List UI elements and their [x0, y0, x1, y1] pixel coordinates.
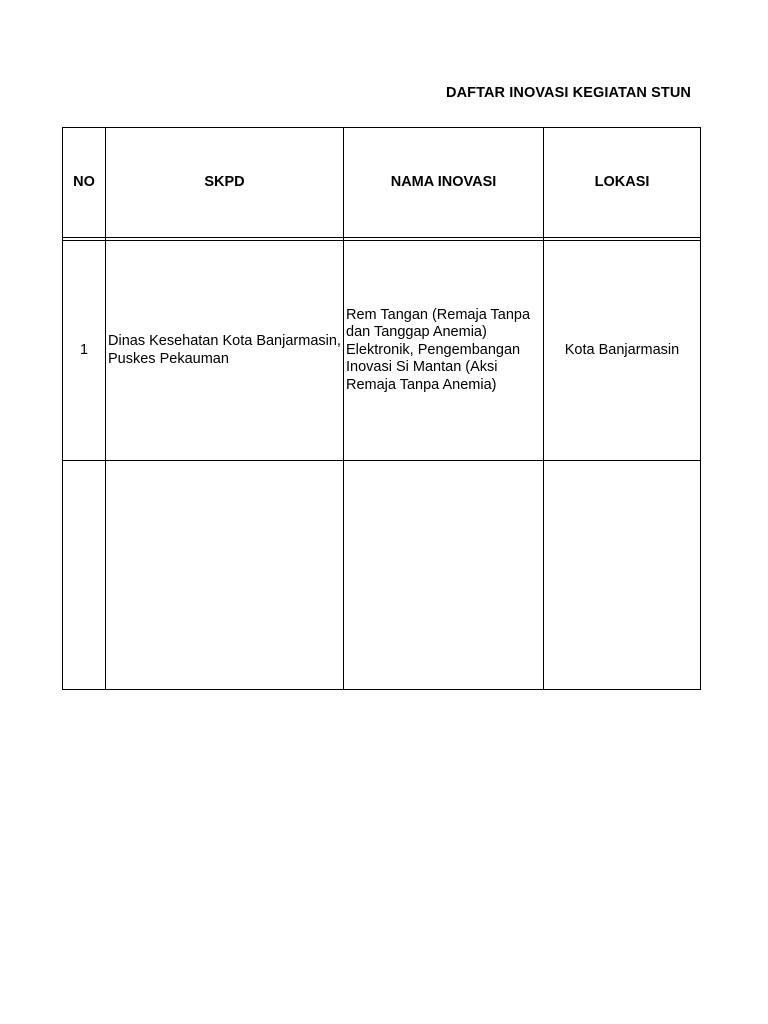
row-1-skpd: Dinas Kesehatan Kota Banjarmasin, Puskes Pekauman — [108, 333, 341, 367]
row-1-no: 1 — [79, 341, 89, 358]
header-nama-inovasi: NAMA INOVASI — [390, 173, 497, 190]
header-divider-upper — [62, 237, 701, 238]
row-1-lokasi: Kota Banjarmasin — [564, 341, 680, 358]
header-skpd: SKPD — [204, 173, 245, 190]
row-2-skpd — [106, 461, 343, 689]
row-2-lokasi — [544, 461, 700, 689]
row-2-no — [63, 461, 105, 689]
header-lokasi: LOKASI — [594, 173, 650, 190]
page-title: DAFTAR INOVASI KEGIATAN STUN — [446, 85, 691, 101]
table-border-right — [700, 127, 701, 690]
innovation-table — [62, 127, 701, 690]
header-no: NO — [73, 173, 95, 190]
row-1-nama-inovasi: Rem Tangan (Remaja Tanpa dan Tanggap Anemia) Elektronik, Pengembangan Inovasi Si Mantan (Aksi Remaja Tanpa Anemia) — [346, 306, 531, 393]
table-border-bottom — [62, 689, 701, 690]
row-2-nama-inovasi — [344, 461, 543, 689]
